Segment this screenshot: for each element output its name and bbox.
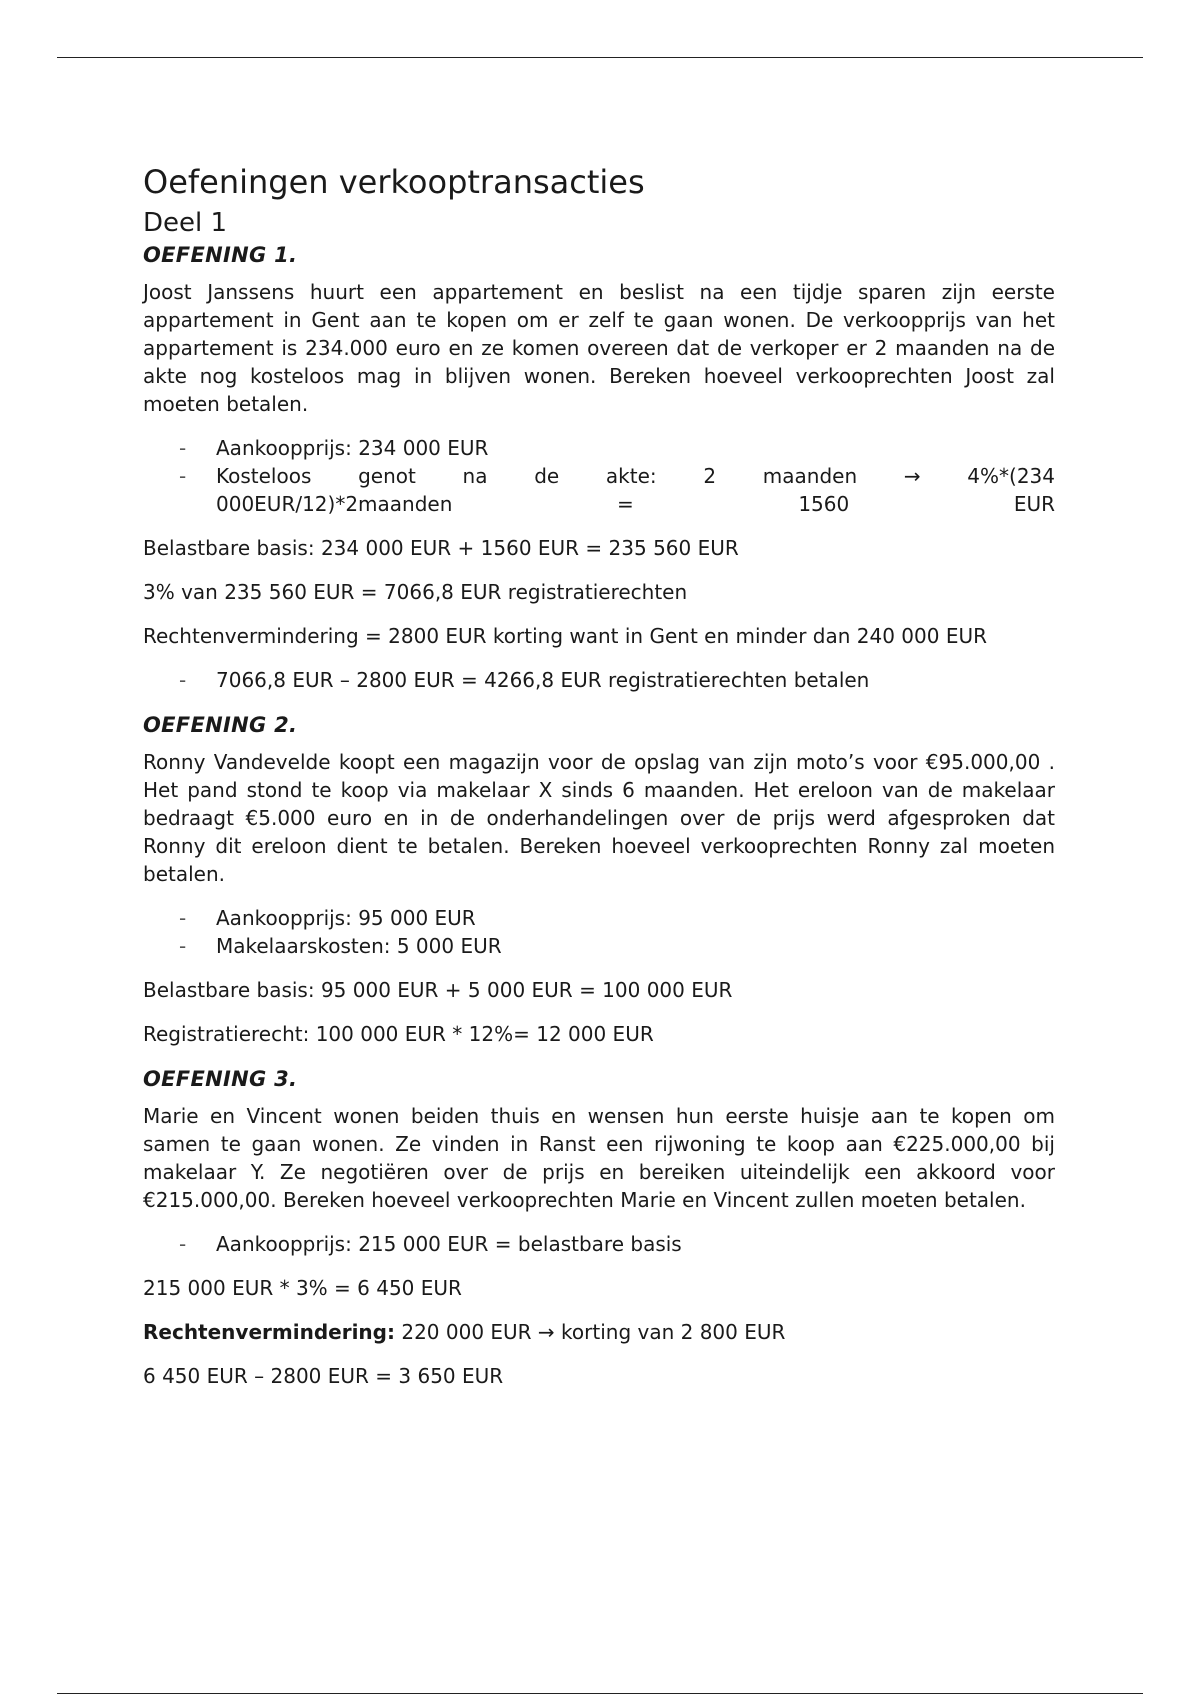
bottom-rule [57, 1693, 1143, 1694]
list-item [143, 666, 1055, 694]
calc-line: Belastbare basis: 234 000 EUR + 1560 EUR = 235 560 EUR [143, 536, 739, 560]
dash-marker: - [179, 436, 187, 460]
list-item-text: Kosteloos genot na de akte: 2 maanden → 4%*(234 [216, 464, 1055, 488]
list-item-text-continued: 000EUR/12)*2maanden = 1560 EUR [216, 492, 1055, 516]
reduction-label: Rechtenvermindering: [143, 1320, 395, 1344]
list-item-text: 7066,8 EUR – 2800 EUR = 4266,8 EUR registratierechten betalen [216, 668, 870, 692]
list-item-text: Makelaarskosten: 5 000 EUR [216, 934, 502, 958]
document-body [143, 160, 1055, 1406]
bullet-list [143, 904, 1055, 960]
calc-line: 3% van 235 560 EUR = 7066,8 EUR registratierechten [143, 580, 688, 604]
bullet-list [143, 434, 1055, 518]
dash-marker: - [179, 668, 187, 692]
calc-line: 215 000 EUR * 3% = 6 450 EUR [143, 1276, 462, 1300]
list-item-text: Aankoopprijs: 234 000 EUR [216, 436, 489, 460]
list-item [143, 904, 1055, 932]
list-item [143, 1230, 1055, 1258]
reduction-line [143, 1318, 1055, 1346]
bullet-list [143, 666, 1055, 694]
list-item [143, 462, 1055, 518]
calc-line: Belastbare basis: 95 000 EUR + 5 000 EUR = 100 000 EUR [143, 978, 733, 1002]
list-item-text: Aankoopprijs: 215 000 EUR = belastbare basis [216, 1232, 682, 1256]
exercise-3 [143, 1064, 1055, 1390]
exercise-intro: Joost Janssens huurt een appartement en beslist na een tijdje sparen zijn eerste appartement in Gent aan te kopen om er zelf te gaan wonen. De verkoopprijs van het appartement is 234.000 euro en ze komen overeen dat de verkoper er 2 maanden na de akte nog kosteloos mag in blijven wonen. Bereken hoeveel verkooprechten Joost zal moeten betalen. [143, 280, 1055, 416]
list-item [143, 434, 1055, 462]
exercise-heading: OEFENING 1. [143, 243, 298, 267]
bullet-list [143, 1230, 1055, 1258]
exercise-1 [143, 240, 1055, 694]
dash-marker: - [179, 1232, 187, 1256]
document-title: Oefeningen verkooptransacties [143, 163, 645, 201]
calc-line: Registratierecht: 100 000 EUR * 12%= 12 000 EUR [143, 1022, 654, 1046]
reduction-value: 220 000 EUR → korting van 2 800 EUR [394, 1320, 786, 1344]
calc-line: 6 450 EUR – 2800 EUR = 3 650 EUR [143, 1364, 504, 1388]
exercise-heading: OEFENING 2. [143, 713, 298, 737]
list-item [143, 932, 1055, 960]
exercise-heading: OEFENING 3. [143, 1067, 298, 1091]
top-rule [57, 57, 1143, 58]
document-subtitle: Deel 1 [143, 208, 228, 238]
dash-marker: - [179, 464, 187, 488]
dash-marker: - [179, 934, 187, 958]
exercise-intro: Marie en Vincent wonen beiden thuis en wensen hun eerste huisje aan te kopen om samen te gaan wonen. Ze vinden in Ranst een rijwoning te koop aan €225.000,00 bij makelaar Y. Ze negotiëren over de prijs en bereiken uiteindelijk een akkoord voor €215.000,00. Bereken hoeveel verkooprechten Marie en Vincent zullen moeten betalen. [143, 1104, 1055, 1212]
exercise-2 [143, 710, 1055, 1048]
dash-marker: - [179, 906, 187, 930]
exercise-intro: Ronny Vandevelde koopt een magazijn voor de opslag van zijn moto’s voor €95.000,00 . Het pand stond te koop via makelaar X sinds 6 maanden. Het ereloon van de makelaar bedraagt €5.000 euro en in de onderhandelingen over de prijs werd afgesproken dat Ronny dit ereloon dient te betalen. Bereken hoeveel verkooprechten Ronny zal moeten betalen. [143, 750, 1055, 886]
list-item-text: Aankoopprijs: 95 000 EUR [216, 906, 476, 930]
calc-line: Rechtenvermindering = 2800 EUR korting want in Gent en minder dan 240 000 EUR [143, 624, 987, 648]
